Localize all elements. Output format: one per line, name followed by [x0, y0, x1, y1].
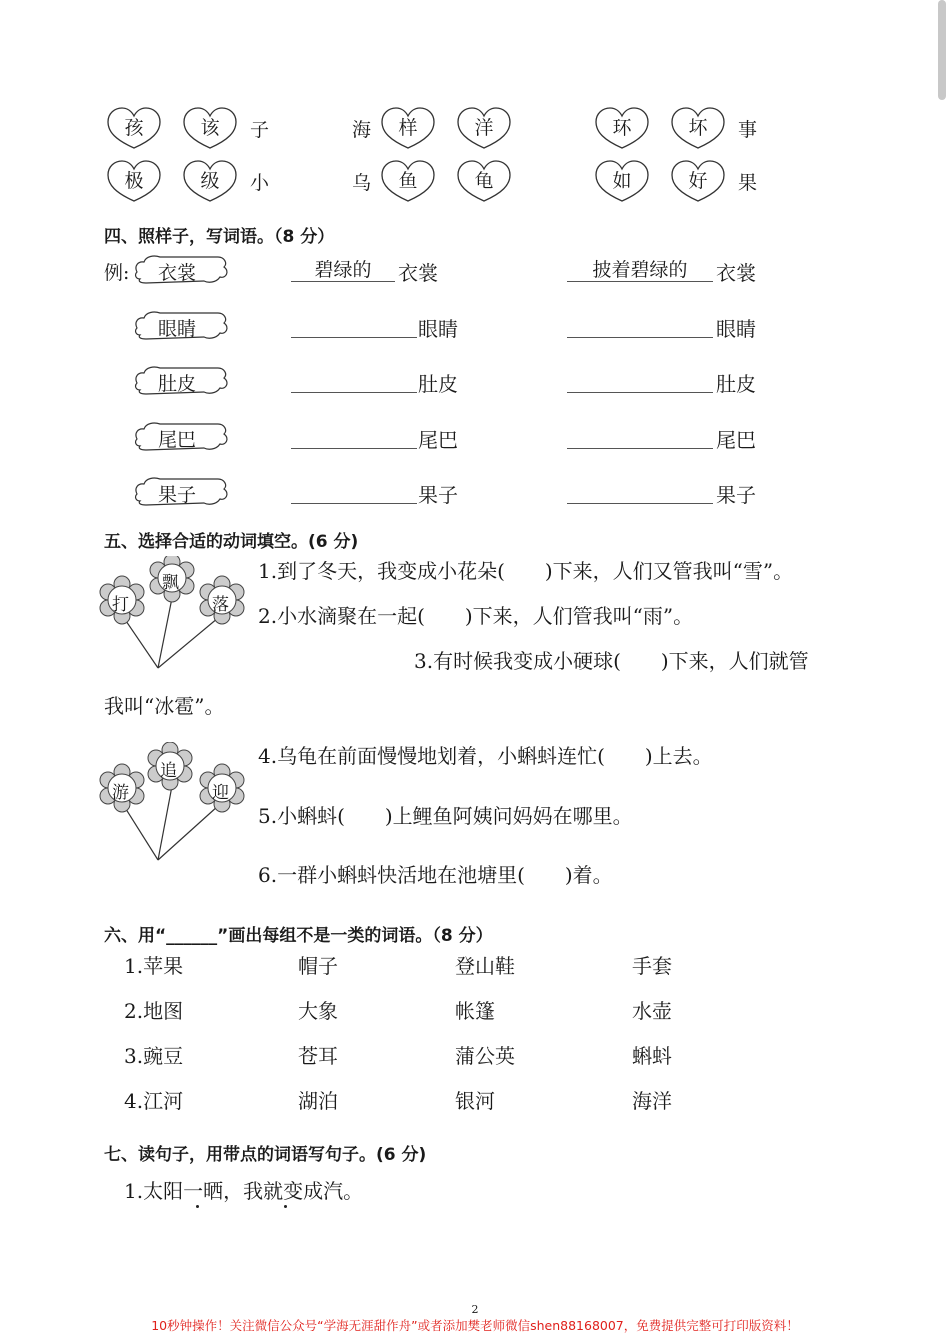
word-item: 帐篷	[455, 999, 495, 1023]
row-word: 肚皮	[716, 372, 756, 396]
sentence-6: 6.一群小蝌蚪快活地在池塘里( )着。	[258, 863, 613, 887]
cloud-text: 眼睛	[158, 318, 197, 340]
heart-box	[106, 106, 162, 150]
heart-box	[182, 159, 238, 203]
suffix-char: 子	[250, 119, 270, 141]
row-word: 尾巴	[716, 428, 756, 452]
suffix-char: 果	[738, 172, 758, 194]
word-item: 2.地图	[124, 999, 184, 1023]
heart-box	[182, 106, 238, 150]
word-item: 蝌蚪	[632, 1044, 672, 1068]
cloud-text: 果子	[158, 484, 197, 506]
prefix-char: 乌	[352, 172, 372, 194]
word-item: 水壶	[632, 999, 672, 1023]
heart-char: 坏	[688, 117, 708, 139]
word-item: 苍耳	[298, 1044, 338, 1068]
prefix-char: 海	[352, 119, 372, 141]
word-item: 湖泊	[298, 1089, 338, 1113]
flower-char: 落	[212, 595, 229, 615]
heart-box	[380, 159, 436, 203]
row-word: 肚皮	[418, 372, 458, 396]
sentence-3: 3.有时候我变成小硬球( )下来，人们就管	[414, 649, 809, 673]
word-item: 3.豌豆	[124, 1044, 184, 1068]
section7-sentence: 1.太阳一晒，我就变成汽。	[124, 1179, 364, 1203]
row-word: 眼睛	[716, 317, 756, 341]
sentence-4: 4.乌龟在前面慢慢地划着，小蝌蚪连忙( )上去。	[258, 744, 713, 768]
section5-title: 五、选择合适的动词填空。(6 分)	[104, 532, 359, 552]
word-item: 银河	[455, 1089, 495, 1113]
cloud-word	[134, 420, 230, 454]
heart-box	[456, 159, 512, 203]
heart-box	[456, 106, 512, 150]
example-word-1: 衣裳	[398, 261, 438, 285]
heart-char: 级	[200, 170, 220, 192]
heart-box	[594, 106, 650, 150]
answer-blank[interactable]	[291, 311, 417, 338]
heart-box	[380, 106, 436, 150]
answer-blank[interactable]	[567, 477, 713, 504]
word-item: 蒲公英	[455, 1044, 515, 1068]
scrollbar[interactable]	[938, 0, 946, 100]
cloud-word	[134, 253, 230, 287]
heart-char: 环	[612, 117, 632, 139]
suffix-char: 小	[250, 172, 270, 194]
row-word: 眼睛	[418, 317, 458, 341]
emphasis-dot	[284, 1205, 287, 1208]
cloud-word	[134, 475, 230, 509]
sentence-5: 5.小蝌蚪( )上鲤鱼阿姨问妈妈在哪里。	[258, 804, 633, 828]
answer-blank[interactable]	[567, 311, 713, 338]
heart-char: 极	[124, 170, 144, 192]
footer-note: 10秒钟操作！关注微信公众号“学海无涯甜作舟”或者添加樊老师微信shen88168007，免费提供完整可打印版资料！	[151, 1318, 799, 1333]
cloud-word	[134, 364, 230, 398]
answer-blank[interactable]	[291, 477, 417, 504]
flower-char: 打	[112, 595, 129, 615]
row-word: 果子	[716, 483, 756, 507]
page-number: 2	[471, 1303, 479, 1316]
section6-title: 六、用“______”画出每组不是一类的词语。（8 分）	[104, 926, 493, 946]
heart-char: 龟	[474, 170, 494, 192]
answer-blank[interactable]	[291, 422, 417, 449]
sentence-2: 2.小水滴聚在一起( )下来，人们管我叫“雨”。	[258, 604, 694, 628]
word-item: 4.江河	[124, 1089, 184, 1113]
answer-blank[interactable]	[567, 366, 713, 393]
answer-blank[interactable]	[291, 366, 417, 393]
word-item: 手套	[632, 954, 672, 978]
word-item: 1.苹果	[124, 954, 184, 978]
flower-char: 飘	[162, 573, 179, 593]
row-word: 果子	[418, 483, 458, 507]
word-item: 帽子	[298, 954, 338, 978]
example-word-2: 衣裳	[716, 261, 756, 285]
heart-box	[670, 159, 726, 203]
heart-box	[106, 159, 162, 203]
cloud-text: 尾巴	[158, 429, 197, 451]
suffix-char: 事	[738, 119, 758, 141]
row-word: 尾巴	[418, 428, 458, 452]
heart-char: 好	[688, 170, 708, 192]
word-item: 海洋	[632, 1089, 672, 1113]
example-blank-2: 披着碧绿的	[567, 255, 713, 282]
heart-char: 该	[200, 117, 220, 139]
cloud-text: 衣裳	[158, 262, 197, 284]
word-item: 登山鞋	[455, 954, 515, 978]
heart-char: 孩	[124, 117, 144, 139]
answer-blank[interactable]	[567, 422, 713, 449]
heart-char: 洋	[474, 117, 494, 139]
sentence-3-cont: 我叫“冰雹”。	[104, 694, 225, 718]
sentence-1: 1.到了冬天，我变成小花朵( )下来，人们又管我叫“雪”。	[258, 559, 794, 583]
section4-title: 四、照样子，写词语。（8 分）	[104, 227, 335, 247]
heart-char: 样	[398, 117, 418, 139]
example-label: 例:	[104, 262, 130, 284]
heart-char: 鱼	[398, 170, 418, 192]
word-item: 大象	[298, 999, 338, 1023]
flower-char: 游	[112, 783, 129, 803]
flower-char: 追	[160, 761, 177, 781]
heart-char: 如	[612, 170, 632, 192]
flower-char: 迎	[212, 783, 229, 803]
cloud-word	[134, 309, 230, 343]
heart-box	[670, 106, 726, 150]
heart-box	[594, 159, 650, 203]
example-blank-1: 碧绿的	[291, 255, 395, 282]
cloud-text: 肚皮	[158, 373, 197, 395]
section7-title: 七、读句子，用带点的词语写句子。(6 分)	[104, 1145, 427, 1165]
emphasis-dot	[196, 1205, 199, 1208]
